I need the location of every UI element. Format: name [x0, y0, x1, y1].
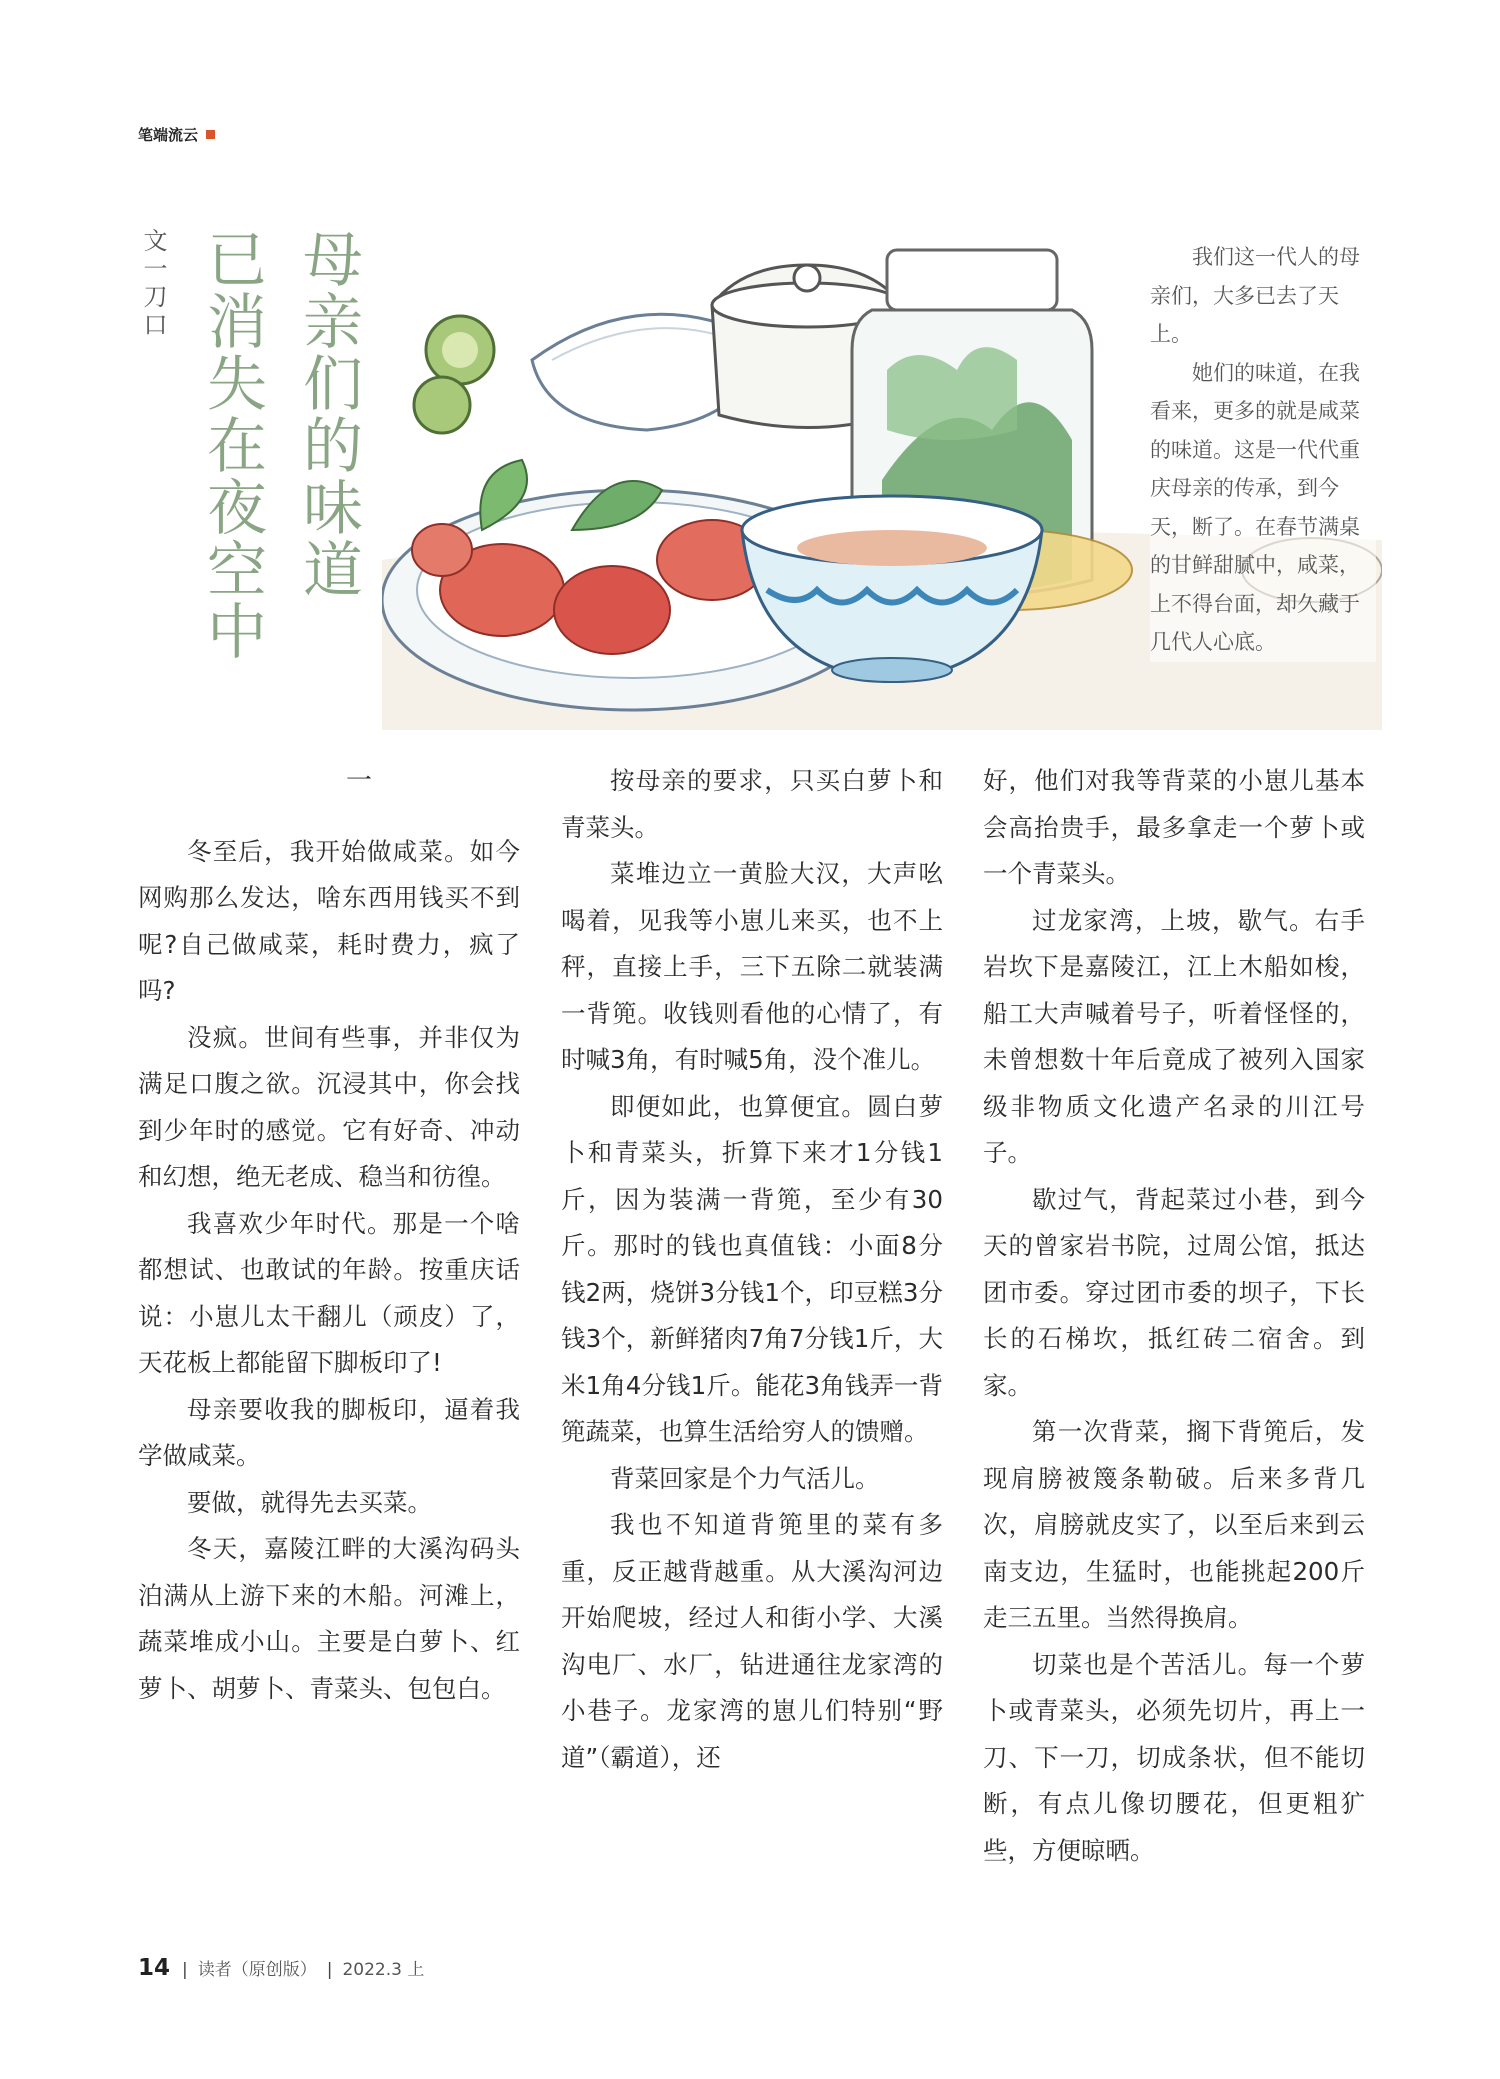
magazine-name: 读者（原创版）	[197, 1960, 317, 1980]
body-paragraph: 菜堆边立一黄脸大汉，大声吆喝着，见我等小崽儿来买，也不上秤，直接上手，三下五除二就装满一背篼。收钱则看他的心情了，有时喊3角，有时喊5角，没个准儿。	[561, 859, 943, 1074]
section-label	[138, 124, 215, 145]
author-byline: 文一刀口	[139, 228, 167, 340]
intro-paragraph: 我们这一代人的母亲们，大多已去了天上。	[1150, 245, 1360, 346]
body-paragraph: 按母亲的要求，只买白萝卜和青菜头。	[561, 766, 943, 842]
body-paragraph: 我也不知道背篼里的菜有多重，反正越背越重。从大溪沟河边开始爬坡，经过人和街小学、大溪沟电厂、水厂，钻进通往龙家湾的小巷子。龙家湾的崽儿们特别“野道”（霸道），还	[561, 1510, 943, 1772]
intro-paragraph: 她们的味道，在我看来，更多的就是咸菜的味道。这是一代代重庆母亲的传承，到今天，断了。在春节满桌的甘鲜甜腻中，咸菜，上不得台面，却久藏于几代人心底。	[1150, 360, 1360, 654]
text-column-3	[983, 758, 1365, 1874]
section-name: 笔端流云	[138, 126, 199, 144]
page-number: 14	[138, 1955, 171, 1981]
body-paragraph: 背菜回家是个力气活儿。	[610, 1463, 880, 1493]
body-paragraph: 切菜也是个苦活儿。每一个萝卜或青菜头，必须先切片，再上一刀、下一刀，切成条状，但不能切断，有点儿像切腰花，但更粗犷些，方便晾晒。	[983, 1649, 1365, 1865]
footer-separator: |	[326, 1960, 333, 1980]
text-column-2	[561, 758, 943, 1781]
title-line-2: 已消失在夜空中	[197, 228, 267, 662]
body-paragraph: 我喜欢少年时代。那是一个啥都想试、也敢试的年龄。按重庆话说：小崽儿太干翻儿（顽皮）了，天花板上都能留下脚板印了!	[138, 1208, 520, 1377]
intro-text	[1150, 238, 1376, 662]
body-paragraph: 歇过气，背起菜过小巷，到今天的曾家岩书院，过周公馆，抵达团市委。穿过团市委的坝子，下长长的石梯坎，抵红砖二宿舍。到家。	[983, 1184, 1365, 1400]
title-line-1: 母亲们的味道	[293, 228, 363, 600]
body-paragraph: 冬天，嘉陵江畔的大溪沟码头泊满从上游下来的木船。河滩上，蔬菜堆成小山。主要是白萝卜、红萝卜、胡萝卜、青菜头、包包白。	[138, 1534, 520, 1703]
body-paragraph: 即便如此，也算便宜。圆白萝卜和青菜头，折算下来才1分钱1斤，因为装满一背篼，至少有30斤。那时的钱也真值钱：小面8分钱2两，烧饼3分钱1个，印豆糕3分钱3个，新鲜猪肉7角7分钱1斤，大米1角4分钱1斤。能花3角钱弄一背篼蔬菜，也算生活给穷人的馈赠。	[561, 1091, 943, 1446]
body-paragraph: 冬至后，我开始做咸菜。如今网购那么发达，啥东西用钱买不到呢?自己做咸菜，耗时费力，疯了吗?	[138, 836, 520, 1005]
section-marker	[206, 130, 215, 139]
body-paragraph: 过龙家湾，上坡，歇气。右手岩坎下是嘉陵江，江上木船如梭，船工大声喊着号子，听着怪怪的，未曾想数十年后竟成了被列入国家级非物质文化遗产名录的川江号子。	[983, 905, 1365, 1167]
issue-date: 2022.3 上	[342, 1960, 425, 1980]
text-column-1	[138, 758, 520, 1712]
page-footer	[138, 1955, 424, 1981]
body-paragraph: 母亲要收我的脚板印，逼着我学做咸菜。	[138, 1394, 520, 1470]
body-paragraph-continued: 好，他们对我等背菜的小崽儿基本会高抬贵手，最多拿走一个萝卜或一个青菜头。	[983, 766, 1365, 888]
body-paragraph: 没疯。世间有些事，并非仅为满足口腹之欲。沉浸其中，你会找到少年时的感觉。它有好奇、冲动和幻想，绝无老成、稳当和彷徨。	[138, 1022, 520, 1191]
body-paragraph: 要做，就得先去买菜。	[187, 1487, 432, 1517]
body-paragraph: 第一次背菜，搁下背篼后，发现肩膀被篾条勒破。后来多背几次，肩膀就皮实了，以至后来到云南支边，生猛时，也能挑起200斤走三五里。当然得换肩。	[983, 1417, 1365, 1632]
section-number: 一	[345, 766, 372, 796]
footer-separator: |	[182, 1960, 188, 1980]
